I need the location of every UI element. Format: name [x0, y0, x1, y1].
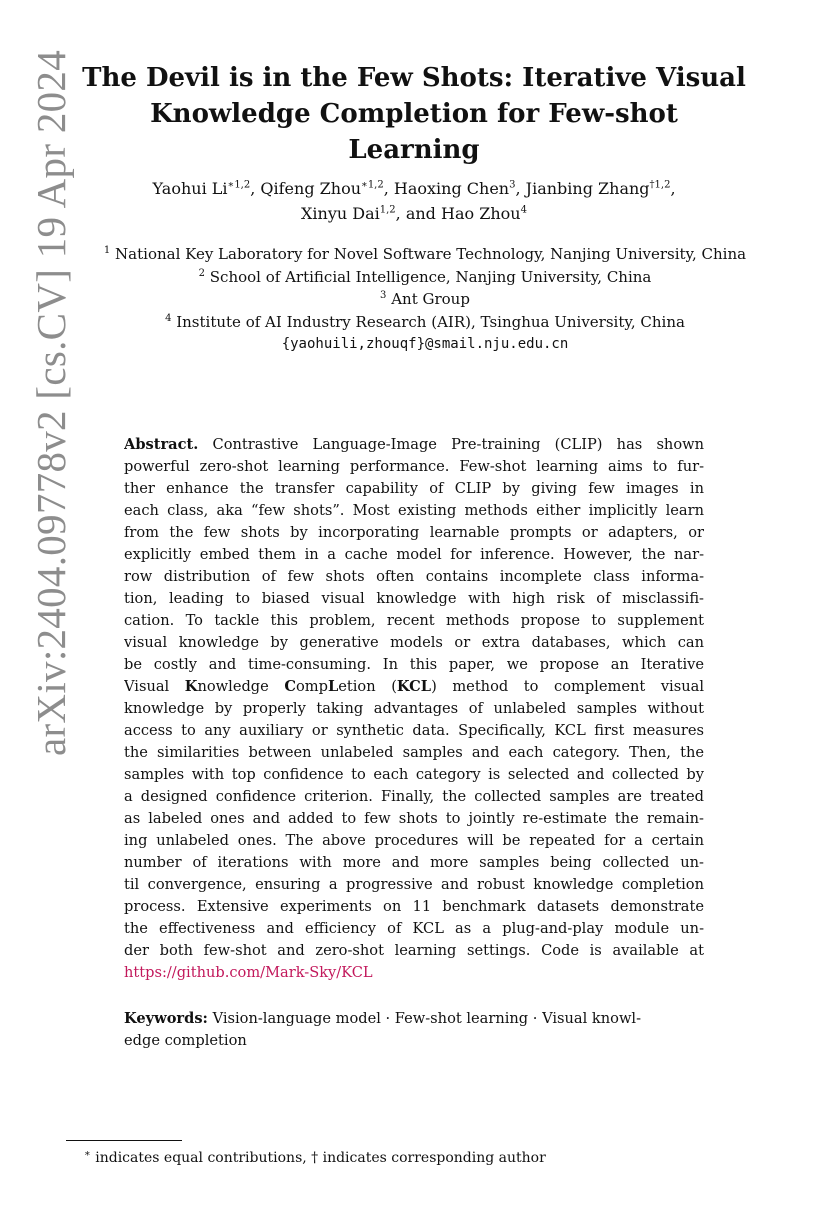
code-link[interactable]: https://github.com/Mark-Sky/KCL: [124, 964, 373, 982]
abstract-line: visual knowledge by generative models or extra databases, which can: [124, 634, 704, 652]
affiliation-number: 4: [165, 312, 172, 324]
author-name: Xinyu Dai: [301, 204, 380, 223]
abstract-line: from the few shots by incorporating learnable prompts or adapters, or: [124, 524, 704, 542]
affiliation-number: 2: [198, 267, 205, 279]
affiliation-text: Ant Group: [391, 290, 470, 308]
abstract-line: ing unlabeled ones. The above procedures will be repeated for a certain: [124, 832, 704, 850]
abstract-line: [124, 434, 704, 456]
footnote-divider: [66, 1140, 182, 1141]
author-affiliation-mark: †1,2: [649, 179, 671, 191]
abstract-line: til convergence, ensuring a progressive and robust knowledge completion: [124, 876, 704, 894]
abstract-line: powerful zero-shot learning performance. Few-shot learning aims to fur-: [124, 458, 704, 476]
keywords-line-1: [124, 1008, 704, 1030]
keywords-heading: Keywords:: [124, 1010, 208, 1027]
abstract-line: explicitly embed them in a cache model for inference. However, the nar-: [124, 546, 704, 564]
affiliation-4: [70, 311, 780, 334]
author-affiliation-mark: 1,2: [379, 204, 396, 216]
abstract-line: process. Extensive experiments on 11 benchmark datasets demonstrate: [124, 898, 704, 916]
affiliation-list: [70, 243, 780, 356]
keywords: [124, 1008, 704, 1052]
abstract-line: be costly and time-consuming. In this paper, we propose an Iterative: [124, 656, 704, 674]
contact-email: {yaohuili,zhouqf}@smail.nju.edu.cn: [281, 336, 569, 352]
author-affiliation-mark: 3: [509, 179, 516, 191]
acronym-letter: C: [284, 678, 297, 696]
footnote-text: indicates equal contributions, † indicates corresponding author: [95, 1150, 546, 1166]
abstract-line: cation. To tackle this problem, recent methods propose to supplement: [124, 612, 704, 630]
abstract-line: tion, leading to biased visual knowledge with high risk of misclassifi-: [124, 590, 704, 608]
affiliation-number: 3: [380, 290, 387, 301]
affiliation-text: Institute of AI Industry Research (AIR), Tsinghua University, China: [176, 312, 685, 331]
abstract-line: the effectiveness and efficiency of KCL as a plug-and-play module un-: [124, 920, 704, 938]
abstract-text: omp: [296, 678, 328, 696]
author-name: Qifeng Zhou: [260, 179, 362, 198]
title-line-2: Knowledge Completion for Few-shot Learning: [150, 99, 678, 165]
author-affiliation-mark: ∗1,2: [227, 179, 251, 191]
acronym-letter: K: [184, 678, 198, 696]
abstract-line: a designed confidence criterion. Finally, the collected samples are treated: [124, 788, 704, 806]
acronym-letter: L: [327, 678, 339, 696]
abstract-line: [124, 962, 704, 984]
abstract-text: Contrastive Language-Image Pre-training (CLIP) has shown: [212, 436, 704, 453]
abstract-heading: Abstract.: [124, 436, 199, 453]
affiliation-3: [70, 288, 780, 311]
affiliation-text: National Key Laboratory for Novel Software Technology, Nanjing University, China: [115, 245, 747, 263]
footnote-mark: ∗: [84, 1148, 91, 1160]
abstract-text: ) method to complement visual: [431, 678, 704, 696]
abstract-line: number of iterations with more and more samples being collected un-: [124, 854, 704, 872]
author-line-2: Xinyu Dai$^{1,2}$, and Hao Zhou$^4$: [301, 204, 527, 223]
abstract-line: the similarities between unlabeled samples and each category. Then, the: [124, 744, 704, 762]
abstract-line: der both few-shot and zero-shot learning settings. Code is available at: [124, 942, 704, 960]
affiliation-text: School of Artificial Intelligence, Nanjing University, China: [209, 267, 652, 286]
affiliation-number: 1: [103, 245, 111, 256]
arxiv-identifier: arXiv:2404.09778v2 [cs.CV] 19 Apr 2024: [28, 49, 74, 757]
author-name: Haoxing Chen: [393, 179, 510, 198]
paper-title: [80, 60, 748, 168]
author-name: Yaohui Li: [152, 179, 228, 198]
affiliation-2: [70, 266, 780, 289]
abstract: [124, 434, 704, 984]
abstract-line: row distribution of few shots often contains incomplete class informa-: [124, 568, 704, 586]
abstract-line: samples with top confidence to each category is selected and collected by: [124, 766, 704, 784]
method-acronym: KCL: [396, 678, 432, 696]
abstract-line: ther enhance the transfer capability of CLIP by giving few images in: [124, 480, 704, 498]
author-name: Hao Zhou: [441, 204, 521, 223]
footnote: [84, 1148, 764, 1168]
author-affiliation-mark: 4: [520, 204, 527, 216]
author-conjunction: and: [405, 204, 436, 223]
abstract-line: access to any auxiliary or synthetic data. Specifically, KCL first measures: [124, 722, 704, 740]
abstract-line: [124, 676, 704, 698]
affiliation-1: [70, 243, 780, 266]
arxiv-identifier-sidebar: [23, 49, 79, 757]
keywords-text: Vision-language model · Few-shot learning · Visual knowl-: [212, 1010, 642, 1027]
abstract-line: knowledge by properly taking advantages of unlabeled samples without: [124, 700, 704, 718]
author-affiliation-mark: ∗1,2: [361, 179, 384, 191]
abstract-text: etion (: [338, 678, 397, 696]
title-line-1: The Devil is in the Few Shots: Iterative Visual: [82, 63, 746, 93]
author-name: Jianbing Zhang: [525, 179, 650, 198]
abstract-line: as labeled ones and added to few shots to jointly re-estimate the remain-: [124, 810, 704, 828]
keywords-line-2: edge completion: [124, 1032, 247, 1049]
abstract-text: nowledge: [197, 678, 285, 696]
author-list: [100, 176, 728, 226]
abstract-text: Visual: [124, 678, 185, 696]
author-line-1: Yaohui $Li^{∗1,2}$, Qifeng Zhou$^{∗1,2}$, Haoxing Chen$^3$, Jianbing Zhang$^{\dagger 1,2}$,: [152, 179, 676, 198]
abstract-line: each class, aka “few shots”. Most existing methods either implicitly learn: [124, 502, 704, 520]
